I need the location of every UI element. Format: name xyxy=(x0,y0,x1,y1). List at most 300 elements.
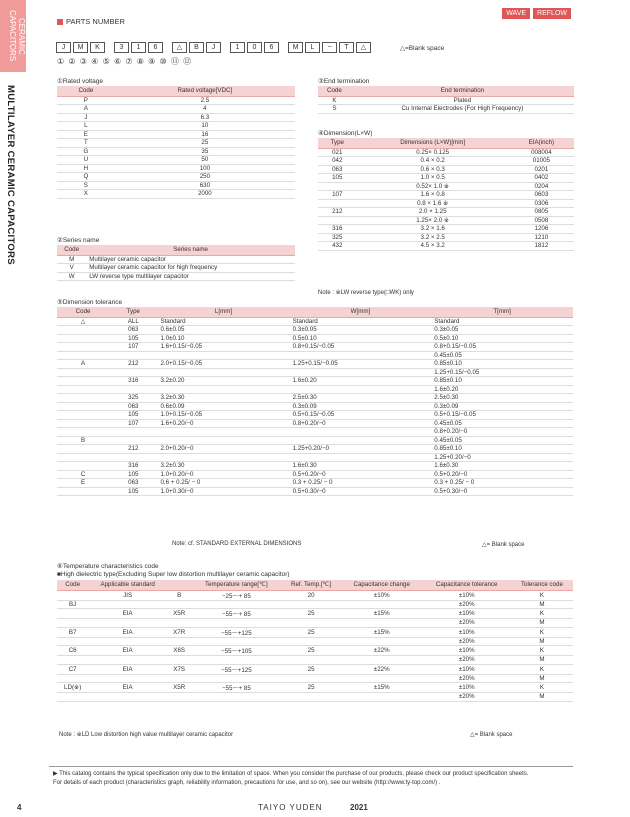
table-cell: T xyxy=(57,139,115,148)
table-cell: ±15% xyxy=(341,683,423,693)
table-cell: ±20% xyxy=(422,693,510,702)
table-cell xyxy=(167,600,191,609)
table-row xyxy=(57,326,573,335)
table-cell: 2.5±0.30 xyxy=(290,394,432,403)
table-cell: 0201 xyxy=(509,165,574,174)
table-cell xyxy=(281,693,341,702)
part-number-box: △ xyxy=(172,42,187,53)
table-cell: 0603 xyxy=(509,191,574,200)
table-cell: 25 xyxy=(281,627,341,637)
table-cell: Standard xyxy=(157,317,289,326)
table-cell: 2.0+0.20/−0 xyxy=(157,445,289,454)
table-row xyxy=(57,156,295,165)
table-cell xyxy=(57,637,88,646)
table-cell: 0.5+0.20/−0 xyxy=(431,470,573,479)
table-cell: 0.85±0.10 xyxy=(431,445,573,454)
table-cell: 1.6+0.20/−0 xyxy=(157,419,289,428)
table-cell xyxy=(57,343,109,352)
table-cell: 0.8+0.20/−0 xyxy=(290,419,432,428)
table-row xyxy=(57,419,573,428)
table-cell: J xyxy=(57,113,115,122)
column-header: W[mm] xyxy=(290,307,432,317)
table-cell: 250 xyxy=(115,173,295,182)
table-cell: ±10% xyxy=(422,664,510,674)
table-cell xyxy=(88,600,167,609)
column-header: End termination xyxy=(351,86,574,96)
table-cell: 0204 xyxy=(509,182,574,191)
table-row xyxy=(57,255,295,264)
table-cell: 100 xyxy=(115,164,295,173)
table-cell xyxy=(167,619,191,628)
table-row xyxy=(57,360,573,369)
table-cell xyxy=(57,693,88,702)
table-row xyxy=(57,674,573,683)
table-cell: 0.3±0.09 xyxy=(290,402,432,411)
table-cell: 021 xyxy=(318,148,357,157)
temp-title: ⑥Temperature characteristics code xyxy=(57,563,159,570)
table-cell: 008004 xyxy=(509,148,574,157)
table-cell: 0.6±0.09 xyxy=(157,402,289,411)
table-cell: U xyxy=(57,156,115,165)
table-cell: X xyxy=(57,190,115,199)
table-cell: 063 xyxy=(109,326,157,335)
table-cell: C6 xyxy=(57,646,88,656)
table-cell: 0.3 + 0.25/ − 0 xyxy=(290,479,432,488)
table-cell: △ xyxy=(57,317,109,326)
category-tab[interactable] xyxy=(0,0,26,72)
table-cell: 0.5±0.10 xyxy=(431,334,573,343)
table-cell: 0.85±0.10 xyxy=(431,360,573,369)
column-header: Capacitance tolerance xyxy=(422,580,510,590)
table-cell: 3.2 × 1.6 xyxy=(357,225,509,234)
table-cell xyxy=(109,436,157,445)
part-number-box: T xyxy=(339,42,354,53)
table-cell xyxy=(318,182,357,191)
table-cell: A xyxy=(57,360,109,369)
table-cell: 20 xyxy=(281,590,341,600)
table-cell xyxy=(281,619,341,628)
table-cell: 0.6 + 0.25/ − 0 xyxy=(157,479,289,488)
table-cell xyxy=(57,326,109,335)
table-cell: B xyxy=(167,590,191,600)
table-cell: 0.3±0.09 xyxy=(431,402,573,411)
table-cell: 063 xyxy=(109,479,157,488)
table-cell: ±22% xyxy=(341,664,423,674)
table-cell: B xyxy=(57,436,109,445)
table-cell xyxy=(281,600,341,609)
table-cell xyxy=(57,394,109,403)
table-cell: EIA xyxy=(88,664,167,674)
table-cell: X7S xyxy=(167,664,191,674)
dimension-table xyxy=(318,138,574,251)
table-row xyxy=(57,637,573,646)
table-row xyxy=(57,411,573,420)
tolerance-note: Note: cf. STANDARD EXTERNAL DIMENSIONS xyxy=(172,541,302,547)
table-row xyxy=(57,470,573,479)
table-cell xyxy=(341,600,423,609)
table-cell xyxy=(341,656,423,665)
table-cell xyxy=(157,385,289,394)
table-cell: 2000 xyxy=(115,190,295,199)
table-row xyxy=(318,96,574,105)
column-header xyxy=(167,580,191,590)
table-cell: 3.2±0.20 xyxy=(157,377,289,386)
table-cell xyxy=(57,487,109,496)
table-cell: 0.8+0.15/−0.05 xyxy=(431,343,573,352)
table-cell xyxy=(88,656,167,665)
table-cell: 105 xyxy=(318,174,357,183)
table-cell: 10 xyxy=(115,122,295,131)
table-row xyxy=(318,208,574,217)
table-cell xyxy=(57,411,109,420)
table-row xyxy=(57,436,573,445)
table-cell: 0.4 × 0.2 xyxy=(357,157,509,166)
header-text: PARTS NUMBER xyxy=(66,17,125,26)
table-cell: 0.5+0.30/−0 xyxy=(431,487,573,496)
table-cell xyxy=(57,334,109,343)
table-cell xyxy=(157,368,289,377)
table-cell: Multilayer ceramic capacitor xyxy=(86,255,295,264)
table-cell xyxy=(88,619,167,628)
table-cell: V xyxy=(57,264,86,273)
table-cell: K xyxy=(511,590,573,600)
table-cell: 0.5+0.15/−0.05 xyxy=(290,411,432,420)
column-header: Applicable standard xyxy=(88,580,167,590)
table-cell: 0805 xyxy=(509,208,574,217)
table-cell: K xyxy=(318,96,351,105)
table-row xyxy=(318,157,574,166)
table-cell xyxy=(167,656,191,665)
table-row xyxy=(57,590,573,600)
footnote-line-2: For details of each product (characteristics graph, reliability information, precautions for use, and so on), see our website (http://www.ty-top.com/) . xyxy=(53,780,441,786)
table-cell xyxy=(318,199,357,208)
table-cell: 0306 xyxy=(509,199,574,208)
table-cell: M xyxy=(511,619,573,628)
part-number-box: J xyxy=(56,42,71,53)
table-cell: 2.5 xyxy=(115,96,295,105)
table-cell: S xyxy=(57,181,115,190)
brand-name: TAIYO YUDEN xyxy=(258,803,323,812)
table-cell: 25 xyxy=(281,664,341,674)
table-cell xyxy=(57,351,109,360)
table-cell: K xyxy=(511,664,573,674)
table-cell: 1.25+0.20/−0 xyxy=(431,453,573,462)
footnote xyxy=(53,770,583,788)
table-row xyxy=(57,385,573,394)
rated-voltage-title: ①Rated voltage xyxy=(57,78,103,85)
table-cell: 105 xyxy=(109,334,157,343)
table-cell xyxy=(341,674,423,683)
table-cell: 4 xyxy=(115,105,295,114)
table-cell: 063 xyxy=(318,165,357,174)
table-cell: 630 xyxy=(115,181,295,190)
table-cell: ±10% xyxy=(422,627,510,637)
wave-badge: WAVE xyxy=(502,8,530,19)
table-cell: 316 xyxy=(109,462,157,471)
table-cell: C7 xyxy=(57,664,88,674)
table-cell xyxy=(57,453,109,462)
table-cell: Standard xyxy=(290,317,432,326)
table-row xyxy=(318,105,574,114)
column-header: Tolerance code xyxy=(511,580,573,590)
table-cell: 0.25× 0.125 xyxy=(357,148,509,157)
table-cell: K xyxy=(511,627,573,637)
table-cell: 1.6±0.30 xyxy=(431,462,573,471)
table-cell: 432 xyxy=(318,242,357,251)
table-cell xyxy=(57,385,109,394)
part-number-box: M xyxy=(73,42,88,53)
table-cell xyxy=(191,637,281,646)
temp-table xyxy=(57,580,573,702)
tolerance-blank: △= Blank space xyxy=(482,542,525,548)
table-cell: 0.3±0.05 xyxy=(290,326,432,335)
table-cell: −55～+125 xyxy=(191,664,281,674)
table-cell: M xyxy=(511,693,573,702)
table-row xyxy=(57,394,573,403)
table-cell: 0.8+0.15/−0.05 xyxy=(290,343,432,352)
table-row xyxy=(57,139,295,148)
table-row xyxy=(318,182,574,191)
table-cell xyxy=(57,428,109,437)
table-cell: 2.0 × 1.25 xyxy=(357,208,509,217)
table-cell xyxy=(318,216,357,225)
table-cell: EIA xyxy=(88,609,167,619)
table-cell: 3.2±0.30 xyxy=(157,394,289,403)
table-cell: ±15% xyxy=(341,609,423,619)
table-cell: 0.52× 1.0 ※ xyxy=(357,182,509,191)
table-cell xyxy=(290,436,432,445)
table-row xyxy=(57,368,573,377)
column-header: Code xyxy=(57,580,88,590)
table-row xyxy=(57,656,573,665)
table-cell: 25 xyxy=(281,646,341,656)
table-cell xyxy=(109,453,157,462)
table-row xyxy=(318,225,574,234)
table-row xyxy=(318,199,574,208)
table-row xyxy=(57,693,573,702)
table-cell xyxy=(157,436,289,445)
table-cell xyxy=(191,674,281,683)
table-cell: ±10% xyxy=(422,590,510,600)
series-name-title: ②Series name xyxy=(57,237,100,244)
table-cell: 1.6±0.30 xyxy=(290,462,432,471)
table-cell: X5R xyxy=(167,609,191,619)
catalog-year: 2021 xyxy=(350,803,368,812)
table-cell xyxy=(57,377,109,386)
square-icon xyxy=(57,19,63,25)
table-row xyxy=(57,445,573,454)
table-row xyxy=(318,174,574,183)
reflow-badge: REFLOW xyxy=(533,8,571,19)
page-number: 4 xyxy=(17,803,22,812)
table-cell: 4.5 × 3.2 xyxy=(357,242,509,251)
column-header: Code xyxy=(318,86,351,96)
table-cell: E xyxy=(57,130,115,139)
table-row xyxy=(57,113,295,122)
part-number-box: △ xyxy=(356,42,371,53)
rated-voltage-table xyxy=(57,86,295,199)
table-cell: ±15% xyxy=(341,627,423,637)
table-cell xyxy=(281,637,341,646)
table-cell: 1.0 × 0.5 xyxy=(357,174,509,183)
part-number-box: 6 xyxy=(264,42,279,53)
part-number-box: − xyxy=(322,42,337,53)
table-cell: 0.45±0.05 xyxy=(431,419,573,428)
table-row xyxy=(57,402,573,411)
table-cell: 1.0±0.10 xyxy=(157,334,289,343)
table-row xyxy=(57,343,573,352)
table-cell xyxy=(109,428,157,437)
table-row xyxy=(318,242,574,251)
table-cell: 107 xyxy=(109,419,157,428)
table-cell: 1.6±0.20 xyxy=(431,385,573,394)
table-cell: 2.0+0.15/−0.05 xyxy=(157,360,289,369)
table-cell: JIS xyxy=(88,590,167,600)
table-cell xyxy=(290,453,432,462)
table-cell: 107 xyxy=(318,191,357,200)
table-cell xyxy=(109,368,157,377)
table-cell xyxy=(57,656,88,665)
table-row xyxy=(57,130,295,139)
table-cell xyxy=(57,590,88,600)
table-cell xyxy=(88,637,167,646)
table-cell: 0.6±0.05 xyxy=(157,326,289,335)
table-row xyxy=(57,609,573,619)
table-cell: 063 xyxy=(109,402,157,411)
table-cell: 0.45±0.05 xyxy=(431,436,573,445)
table-cell: ±20% xyxy=(422,619,510,628)
table-cell: EIA xyxy=(88,646,167,656)
table-cell: P xyxy=(57,96,115,105)
part-number-box: M xyxy=(288,42,303,53)
table-cell xyxy=(341,619,423,628)
table-row xyxy=(57,264,295,273)
section-header xyxy=(57,17,125,26)
table-cell: 0.45±0.05 xyxy=(431,351,573,360)
table-row xyxy=(57,377,573,386)
table-cell: 25 xyxy=(115,139,295,148)
table-cell: Standard xyxy=(431,317,573,326)
table-cell: ±10% xyxy=(341,590,423,600)
part-number-box: L xyxy=(305,42,320,53)
table-cell xyxy=(167,693,191,702)
table-cell xyxy=(109,351,157,360)
table-cell: 0.3 + 0.25/ − 0 xyxy=(431,479,573,488)
table-cell: C xyxy=(57,470,109,479)
table-cell xyxy=(157,351,289,360)
table-cell: EIA xyxy=(88,683,167,693)
table-cell: 16 xyxy=(115,130,295,139)
table-cell xyxy=(290,351,432,360)
badges xyxy=(502,8,571,19)
table-row xyxy=(318,148,574,157)
table-cell: ±20% xyxy=(422,637,510,646)
table-cell: 50 xyxy=(115,156,295,165)
table-cell: M xyxy=(511,656,573,665)
table-cell: 316 xyxy=(109,377,157,386)
table-cell xyxy=(57,619,88,628)
table-cell: LD(※) xyxy=(57,683,88,693)
table-cell: 105 xyxy=(109,411,157,420)
table-cell: 1812 xyxy=(509,242,574,251)
table-cell: 212 xyxy=(109,360,157,369)
table-cell: 105 xyxy=(109,470,157,479)
part-number-box: K xyxy=(90,42,105,53)
table-cell: −55～+125 xyxy=(191,627,281,637)
table-cell xyxy=(57,445,109,454)
table-cell: 0.3±0.05 xyxy=(431,326,573,335)
table-row xyxy=(318,165,574,174)
table-cell: 0.8 × 1.6 ※ xyxy=(357,199,509,208)
tolerance-title: ⑤Dimension tolerance xyxy=(57,299,123,306)
part-number-box: 1 xyxy=(131,42,146,53)
table-cell: 0508 xyxy=(509,216,574,225)
table-cell: Cu Internal Electrodes (For High Frequency) xyxy=(351,105,574,114)
table-cell: Multilayer ceramic capacitor for high frequency xyxy=(86,264,295,273)
table-row xyxy=(318,216,574,225)
table-cell: 1.6+0.15/−0.05 xyxy=(157,343,289,352)
table-row xyxy=(57,164,295,173)
table-cell xyxy=(167,674,191,683)
table-cell: 107 xyxy=(109,343,157,352)
column-header: Series name xyxy=(86,245,295,255)
table-cell: X7R xyxy=(167,627,191,637)
table-cell xyxy=(290,385,432,394)
table-cell xyxy=(167,637,191,646)
table-cell: H xyxy=(57,164,115,173)
table-cell: 1.6±0.20 xyxy=(290,377,432,386)
table-cell: 0.5±0.10 xyxy=(290,334,432,343)
table-row xyxy=(57,462,573,471)
table-cell: 01005 xyxy=(509,157,574,166)
table-cell: L xyxy=(57,122,115,131)
table-cell: ±10% xyxy=(422,609,510,619)
side-title: MULTILAYER CERAMIC CAPACITORS xyxy=(5,85,16,265)
table-cell: X6S xyxy=(167,646,191,656)
table-cell: A xyxy=(57,105,115,114)
table-cell xyxy=(281,656,341,665)
table-cell: 0.6 × 0.3 xyxy=(357,165,509,174)
temp-subtitle: ■High dielectric type(Excluding Super low distortion multilayer ceramic capacitor) xyxy=(57,571,290,578)
footnote-line-1: ▶ This catalog contains the typical specification only due to the limitation of space. When you consider the purchase of our products, please check our product specification sheets. xyxy=(53,771,529,777)
temp-note: Note : ※LD Low distortion high value multilayer ceramic capacitor xyxy=(59,732,234,738)
column-header: Code xyxy=(57,307,109,317)
end-termination-table xyxy=(318,86,574,114)
table-cell: B7 xyxy=(57,627,88,637)
column-header: Rated voltage[VDC] xyxy=(115,86,295,96)
table-row xyxy=(57,428,573,437)
table-cell xyxy=(191,619,281,628)
table-cell: −55～+ 85 xyxy=(191,683,281,693)
series-name-table xyxy=(57,245,295,281)
part-number-box: 0 xyxy=(247,42,262,53)
table-row xyxy=(57,147,295,156)
tolerance-table xyxy=(57,307,573,496)
table-row xyxy=(57,487,573,496)
table-cell: 325 xyxy=(109,394,157,403)
table-cell: 316 xyxy=(318,225,357,234)
table-cell xyxy=(191,656,281,665)
column-header: Code xyxy=(57,245,86,255)
table-cell: 1.0+0.30/−0 xyxy=(157,487,289,496)
table-row xyxy=(57,122,295,131)
table-cell: 1.25+0.15/−0.05 xyxy=(290,360,432,369)
table-cell: K xyxy=(511,609,573,619)
table-cell: 2.5±0.30 xyxy=(431,394,573,403)
table-cell: W xyxy=(57,272,86,281)
table-row xyxy=(57,317,573,326)
table-cell: K xyxy=(511,683,573,693)
